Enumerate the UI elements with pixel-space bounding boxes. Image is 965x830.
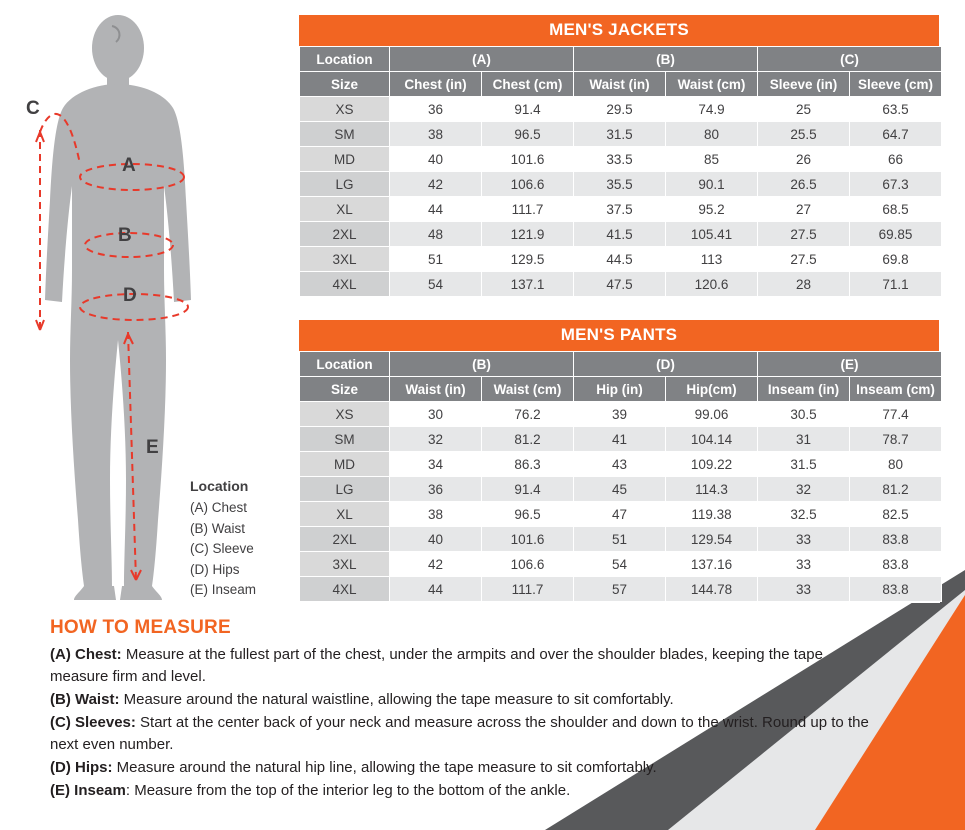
cell: 63.5 [850, 97, 942, 122]
figure-label-a: A [122, 155, 136, 176]
cell: 101.6 [482, 527, 574, 552]
column-header: Chest (cm) [482, 72, 574, 97]
cell: 120.6 [666, 272, 758, 297]
cell: 68.5 [850, 197, 942, 222]
group-header-row [300, 352, 942, 377]
cell: 42 [390, 172, 482, 197]
group-header-b: (B) [390, 352, 574, 377]
cell: 44 [390, 197, 482, 222]
cell: 35.5 [574, 172, 666, 197]
how-item-text: Measure around the natural waistline, allowing the tape measure to sit comfortably. [119, 691, 674, 709]
legend-item: (A) Chest [190, 500, 248, 516]
cell: 74.9 [666, 97, 758, 122]
cell: 31.5 [574, 122, 666, 147]
column-header: Hip(cm) [666, 377, 758, 402]
column-header: Hip (in) [574, 377, 666, 402]
cell: 34 [390, 452, 482, 477]
table-row [300, 527, 942, 552]
cell: 51 [574, 527, 666, 552]
cell: 47.5 [574, 272, 666, 297]
legend-item: (B) Waist [190, 520, 245, 536]
cell: 109.22 [666, 452, 758, 477]
cell: 33 [758, 577, 850, 602]
legend-title: Location [190, 478, 249, 494]
legend-item: (C) Sleeve [190, 541, 254, 557]
cell: 129.5 [482, 247, 574, 272]
group-header-c: (C) [758, 47, 942, 72]
cell: 83.8 [850, 577, 942, 602]
cell: 105.41 [666, 222, 758, 247]
cell: 111.7 [482, 577, 574, 602]
cell: 104.14 [666, 427, 758, 452]
cell: 81.2 [482, 427, 574, 452]
how-item-label: (E) Inseam [50, 782, 126, 800]
column-header: Sleeve (cm) [850, 72, 942, 97]
table-row [300, 402, 942, 427]
cell: 91.4 [482, 97, 574, 122]
column-header-row [300, 72, 942, 97]
cell: 80 [666, 122, 758, 147]
cell: 96.5 [482, 122, 574, 147]
cell: 71.1 [850, 272, 942, 297]
column-header: Chest (in) [390, 72, 482, 97]
table-row [300, 427, 942, 452]
legend-item: (D) Hips [190, 561, 240, 577]
cell: 40 [390, 527, 482, 552]
cell: 57 [574, 577, 666, 602]
cell: 69.85 [850, 222, 942, 247]
cell-size: XL [300, 197, 390, 222]
group-header-e: (E) [758, 352, 942, 377]
cell: 51 [390, 247, 482, 272]
cell: 64.7 [850, 122, 942, 147]
table-row [300, 502, 942, 527]
cell: 47 [574, 502, 666, 527]
how-to-measure-section [50, 617, 885, 803]
cell: 69.8 [850, 247, 942, 272]
cell: 78.7 [850, 427, 942, 452]
cell: 54 [574, 552, 666, 577]
figure-label-e: E [146, 437, 159, 458]
column-header: Waist (in) [574, 72, 666, 97]
cell: 101.6 [482, 147, 574, 172]
how-to-measure-item [50, 712, 885, 756]
how-item-text: Measure around the natural hip line, allowing the tape measure to sit comfortably. [112, 759, 657, 777]
table-row [300, 477, 942, 502]
cell: 31 [758, 427, 850, 452]
table-row [300, 172, 942, 197]
table-row [300, 272, 942, 297]
group-header-row [300, 47, 942, 72]
figure-legend [190, 476, 300, 601]
mens-jackets-table-block [298, 14, 940, 298]
column-header: Inseam (cm) [850, 377, 942, 402]
how-item-text: Start at the center back of your neck and measure across the shoulder and down to the wrist. Round up to the next even number. [50, 714, 869, 754]
cell: 144.78 [666, 577, 758, 602]
how-to-measure-item [50, 780, 885, 802]
column-header: Waist (cm) [666, 72, 758, 97]
cell-size: XS [300, 97, 390, 122]
cell: 86.3 [482, 452, 574, 477]
cell: 129.54 [666, 527, 758, 552]
how-item-text: Measure at the fullest part of the chest, under the armpits and over the shoulder blades, keeping the tape measure firm and level. [50, 646, 823, 686]
cell: 77.4 [850, 402, 942, 427]
cell: 32.5 [758, 502, 850, 527]
table-row [300, 452, 942, 477]
figure-label-c: C [26, 98, 40, 119]
group-header-b: (B) [574, 47, 758, 72]
table-row [300, 222, 942, 247]
cell: 96.5 [482, 502, 574, 527]
how-item-text: : Measure from the top of the interior leg to the bottom of the ankle. [125, 782, 571, 800]
table-row [300, 122, 942, 147]
cell: 113 [666, 247, 758, 272]
legend-item: (E) Inseam [190, 582, 257, 598]
column-header: Waist (in) [390, 377, 482, 402]
cell: 43 [574, 452, 666, 477]
how-to-measure-item [50, 689, 885, 711]
table-row [300, 147, 942, 172]
cell: 137.1 [482, 272, 574, 297]
group-header-d: (D) [574, 352, 758, 377]
cell: 66 [850, 147, 942, 172]
cell: 121.9 [482, 222, 574, 247]
cell: 36 [390, 477, 482, 502]
cell: 37.5 [574, 197, 666, 222]
group-header-location: Location [300, 47, 390, 72]
cell-size: XS [300, 402, 390, 427]
cell: 25 [758, 97, 850, 122]
column-header: Waist (cm) [482, 377, 574, 402]
mens-jackets-title: MEN'S JACKETS [299, 15, 939, 46]
cell: 81.2 [850, 477, 942, 502]
cell: 38 [390, 122, 482, 147]
cell-size: 3XL [300, 552, 390, 577]
cell-size: 4XL [300, 272, 390, 297]
table-row [300, 247, 942, 272]
cell: 28 [758, 272, 850, 297]
cell: 83.8 [850, 527, 942, 552]
cell: 26 [758, 147, 850, 172]
figure-label-d: D [123, 285, 137, 306]
cell: 82.5 [850, 502, 942, 527]
cell-size: 2XL [300, 222, 390, 247]
cell-size: XL [300, 502, 390, 527]
cell: 27 [758, 197, 850, 222]
cell: 39 [574, 402, 666, 427]
cell: 38 [390, 502, 482, 527]
mens-pants-table-block [298, 319, 940, 603]
cell: 33.5 [574, 147, 666, 172]
cell: 33 [758, 552, 850, 577]
cell: 27.5 [758, 222, 850, 247]
cell: 30.5 [758, 402, 850, 427]
group-header-a: (A) [390, 47, 574, 72]
mens-jackets-table [299, 46, 942, 297]
cell: 99.06 [666, 402, 758, 427]
column-header: Size [300, 72, 390, 97]
cell: 31.5 [758, 452, 850, 477]
how-item-label: (D) Hips: [50, 759, 113, 777]
column-header: Size [300, 377, 390, 402]
cell: 119.38 [666, 502, 758, 527]
cell: 111.7 [482, 197, 574, 222]
cell: 26.5 [758, 172, 850, 197]
cell: 32 [390, 427, 482, 452]
cell: 44.5 [574, 247, 666, 272]
cell: 106.6 [482, 552, 574, 577]
cell: 137.16 [666, 552, 758, 577]
cell-size: SM [300, 122, 390, 147]
cell-size: MD [300, 147, 390, 172]
figure-label-b: B [118, 225, 132, 246]
table-row [300, 197, 942, 222]
cell: 80 [850, 452, 942, 477]
table-row [300, 97, 942, 122]
cell: 90.1 [666, 172, 758, 197]
cell: 85 [666, 147, 758, 172]
cell: 45 [574, 477, 666, 502]
how-item-label: (A) Chest: [50, 646, 122, 663]
column-header: Inseam (in) [758, 377, 850, 402]
cell: 95.2 [666, 197, 758, 222]
column-header-row [300, 377, 942, 402]
how-item-label: (C) Sleeves: [50, 714, 136, 732]
cell: 40 [390, 147, 482, 172]
cell: 41.5 [574, 222, 666, 247]
cell: 33 [758, 527, 850, 552]
cell: 27.5 [758, 247, 850, 272]
cell-size: MD [300, 452, 390, 477]
cell-size: 2XL [300, 527, 390, 552]
mens-pants-table [299, 351, 942, 602]
table-row [300, 552, 942, 577]
cell: 114.3 [666, 477, 758, 502]
group-header-location: Location [300, 352, 390, 377]
how-to-measure-title: HOW TO MEASURE [50, 617, 231, 638]
how-to-measure-item [50, 644, 885, 688]
cell: 44 [390, 577, 482, 602]
cell: 76.2 [482, 402, 574, 427]
cell-size: 4XL [300, 577, 390, 602]
how-item-label: (B) Waist: [50, 691, 120, 709]
cell: 42 [390, 552, 482, 577]
cell: 106.6 [482, 172, 574, 197]
table-row [300, 577, 942, 602]
cell: 25.5 [758, 122, 850, 147]
cell-size: LG [300, 477, 390, 502]
cell: 54 [390, 272, 482, 297]
cell: 29.5 [574, 97, 666, 122]
cell-size: SM [300, 427, 390, 452]
cell: 30 [390, 402, 482, 427]
cell: 83.8 [850, 552, 942, 577]
mens-pants-title: MEN'S PANTS [299, 320, 939, 351]
how-to-measure-item [50, 757, 885, 779]
cell-size: LG [300, 172, 390, 197]
cell: 91.4 [482, 477, 574, 502]
cell: 32 [758, 477, 850, 502]
column-header: Sleeve (in) [758, 72, 850, 97]
cell: 36 [390, 97, 482, 122]
cell: 67.3 [850, 172, 942, 197]
cell-size: 3XL [300, 247, 390, 272]
cell: 41 [574, 427, 666, 452]
cell: 48 [390, 222, 482, 247]
